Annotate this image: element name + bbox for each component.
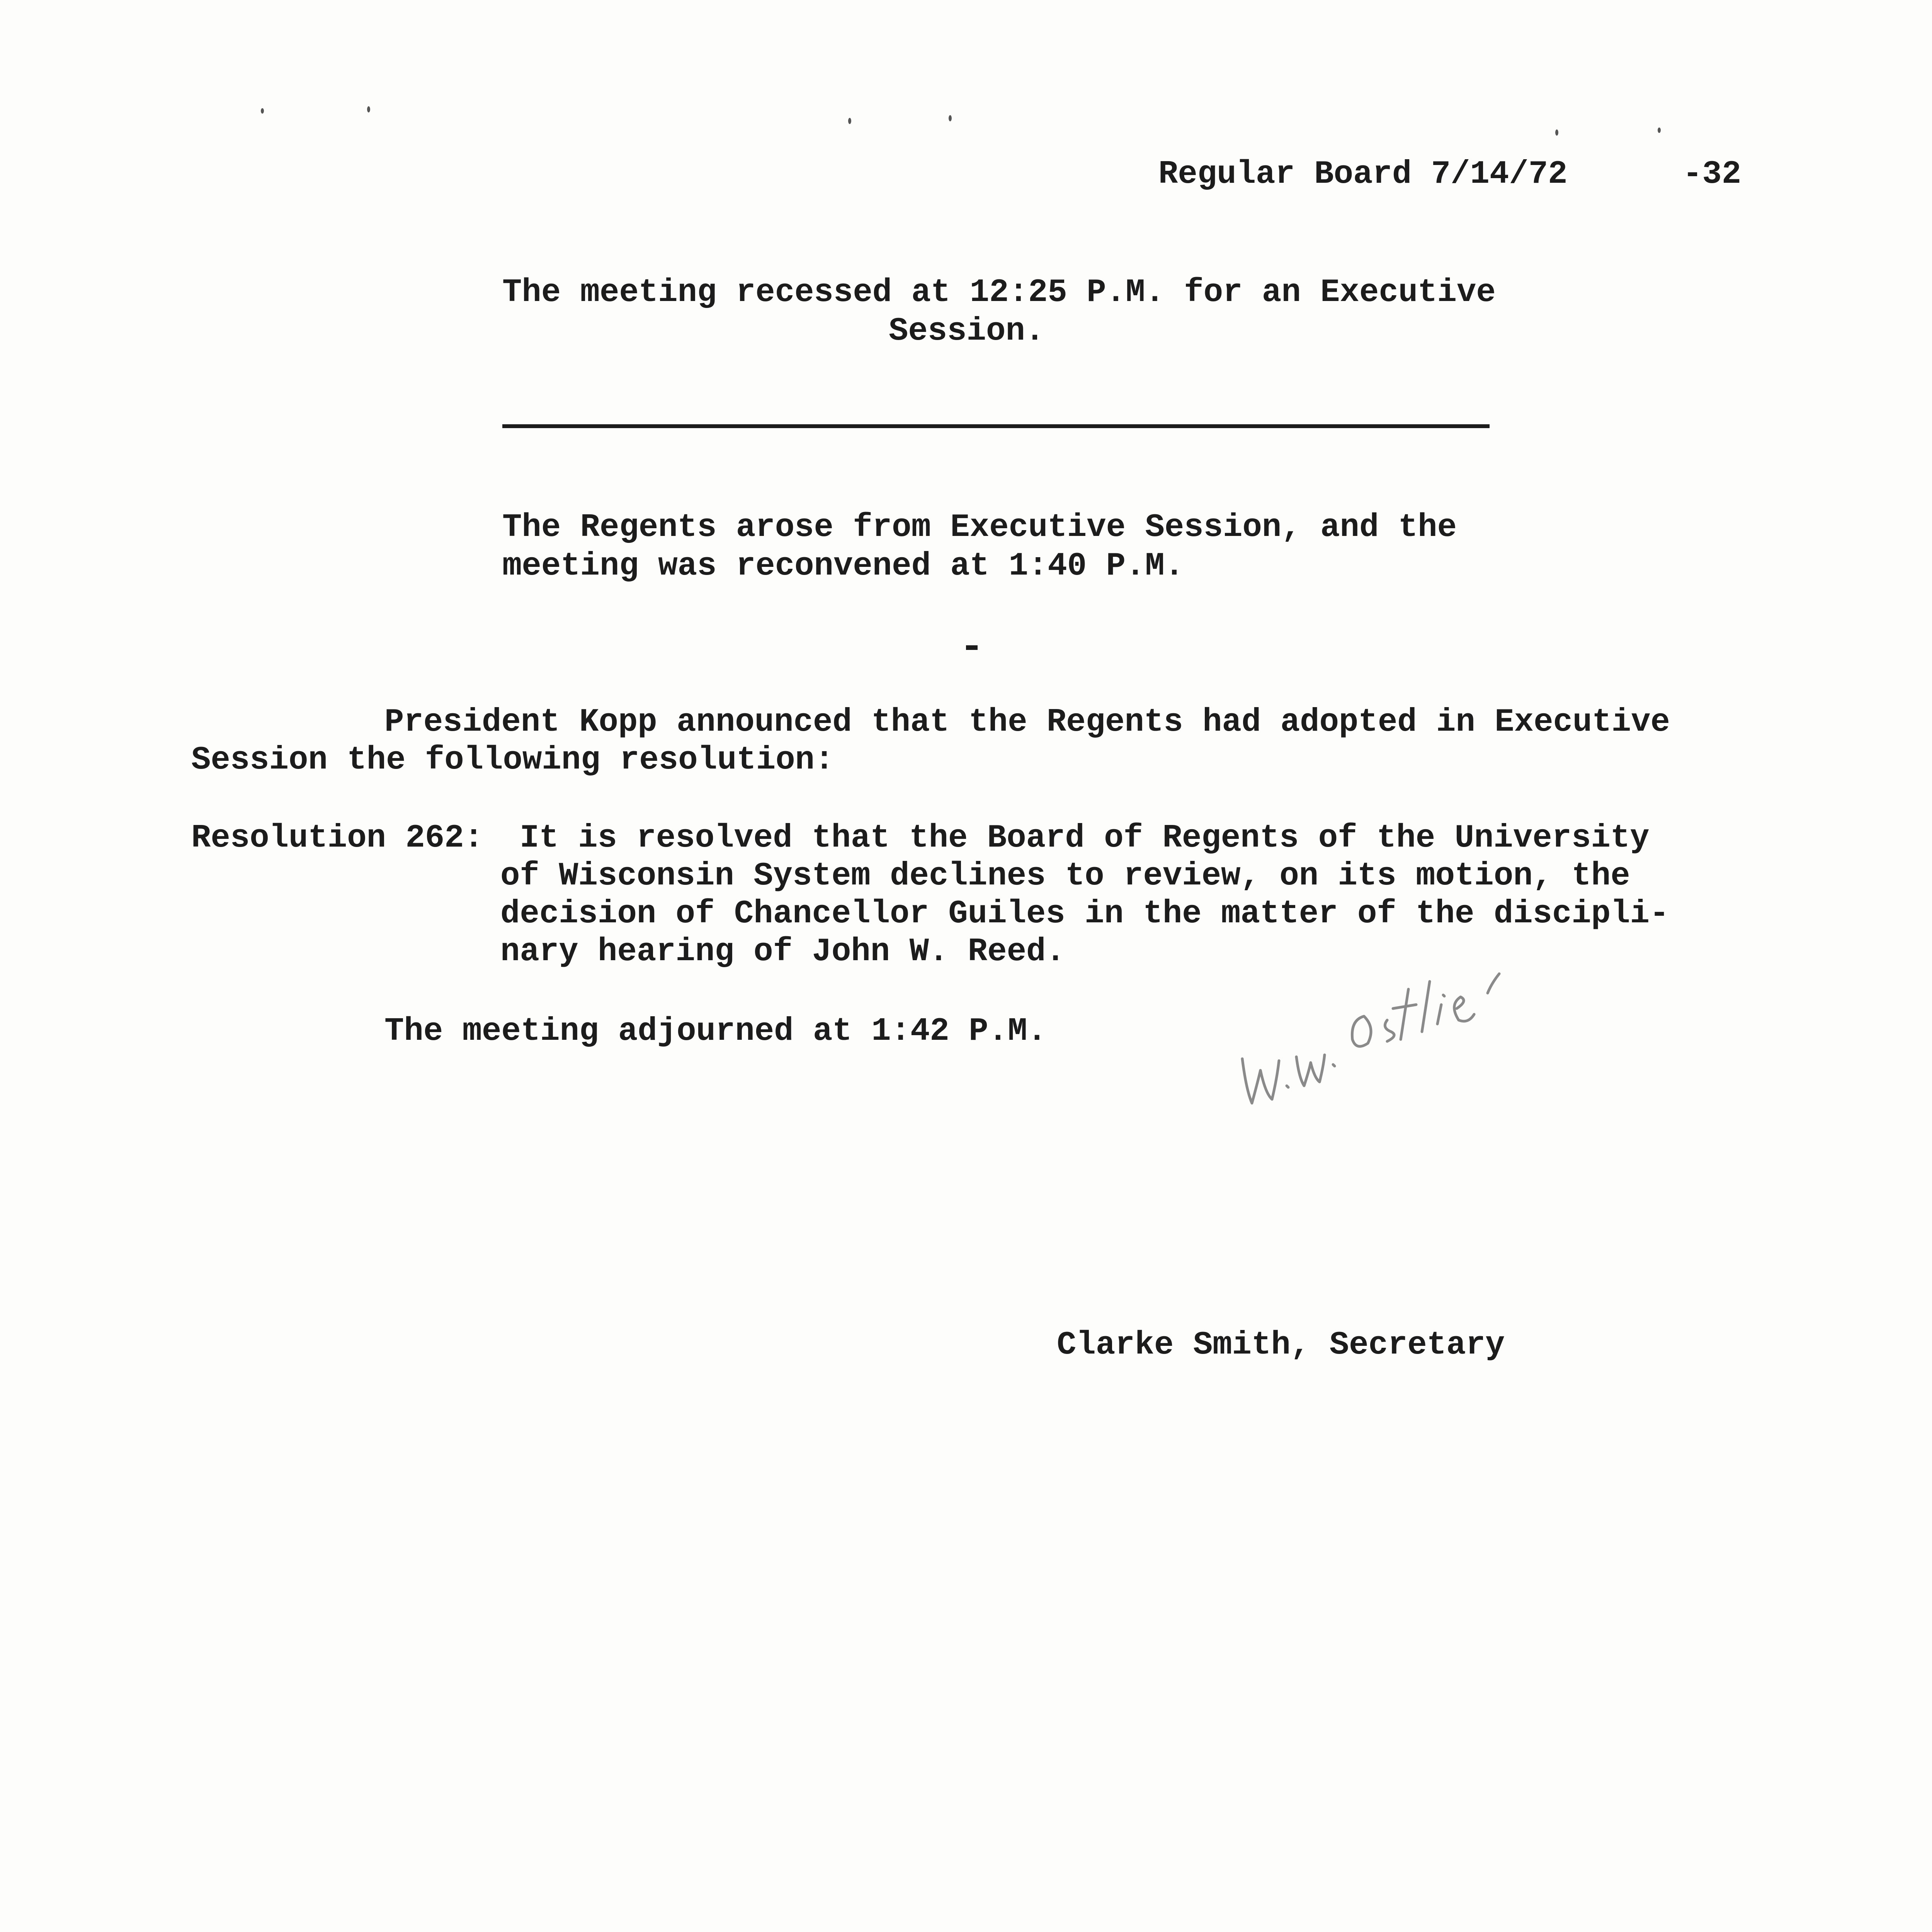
- reconvene-line-2: meeting was reconvened at 1:40 P.M.: [502, 548, 1184, 585]
- resolution-line-1: It is resolved that the Board of Regents of the University: [520, 820, 1650, 857]
- page-reference: -32: [1683, 156, 1742, 193]
- recess-line-1: The meeting recessed at 12:25 P.M. for an Executive: [502, 274, 1496, 311]
- resolution-line-4: nary hearing of John W. Reed.: [500, 934, 1065, 970]
- adjournment-line: The meeting adjourned at 1:42 P.M.: [384, 1013, 1047, 1050]
- resolution-line-2: of Wisconsin System declines to review, on its motion, the: [500, 858, 1630, 895]
- board-meeting-label: Regular Board 7/14/72: [1158, 156, 1568, 193]
- resolution-line-3: decision of Chancellor Guiles in the matter of the discipli-: [500, 896, 1669, 932]
- resolution-label: Resolution 262:: [191, 820, 484, 857]
- recess-line-2: Session.: [889, 313, 1045, 350]
- announcement-line-1: President Kopp announced that the Regents had adopted in Executive: [384, 704, 1670, 741]
- secretary-signature-line: Clarke Smith, Secretary: [1057, 1327, 1505, 1364]
- announcement-line-2: Session the following resolution:: [191, 742, 834, 779]
- reconvene-line-1: The Regents arose from Executive Session, and the: [502, 509, 1457, 546]
